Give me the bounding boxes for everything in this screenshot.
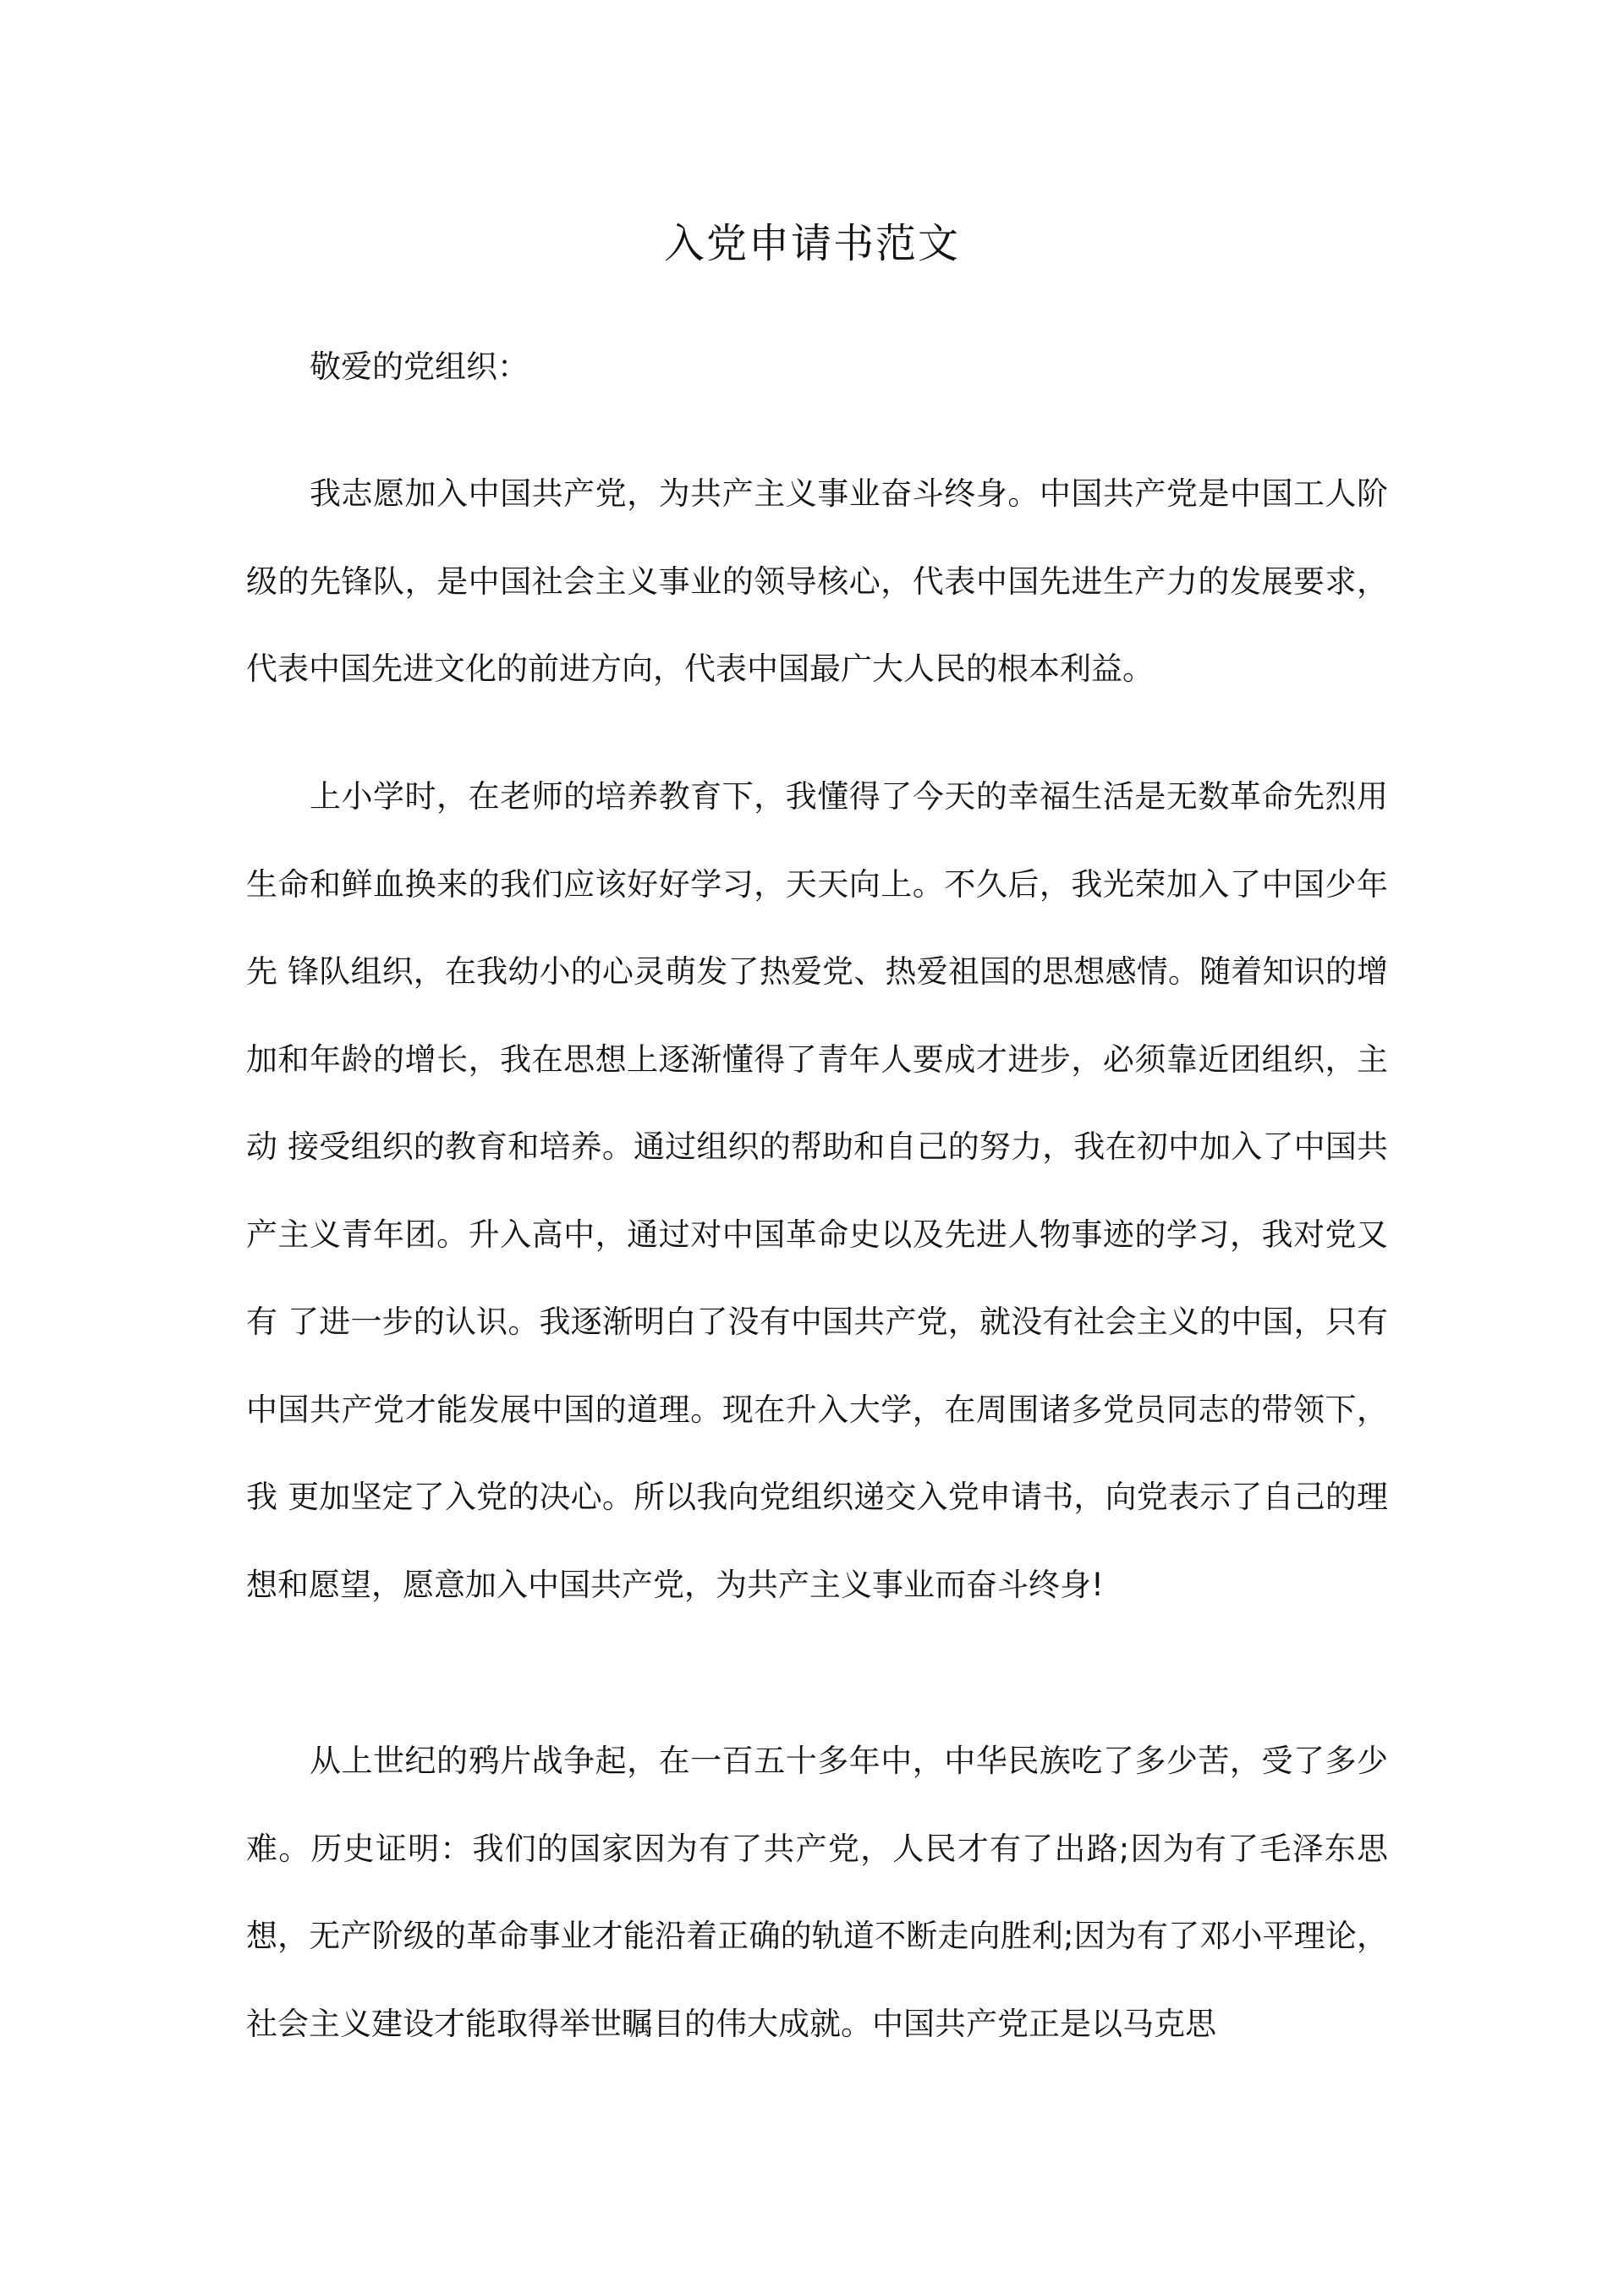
paragraph-3: 从上世纪的鸦片战争起，在一百五十多年中，中华民族吃了多少苦，受了多少难。历史证明：我们的国家因为有了共产党，人民才有了出路;因为有了毛泽东思 想，无产阶级的革命事业才能沿着正确的轨道不断走向胜利;因为有了邓小平理论，社会主义建设才能取得举世瞩目的伟大成就。中国共产党正是以马克思 bbox=[246, 1743, 1388, 2042]
paragraph-2: 上小学时，在老师的培养教育下，我懂得了今天的幸福生活是无数革命先烈用生命和鲜血换来的我们应该好好学习，天天向上。不久后，我光荣加入了中国少年先 锋队组织，在我幼小的心灵萌发了热爱党、热爱祖国的思想感情。随着知识的增加和年龄的增长，我在思想上逐渐懂得了青年人要成才进步，必须靠近团组织，主动 接受组织的教育和培养。通过组织的帮助和自己的努力，我在初中加入了中国共产主义青年团。升入高中，通过对中国革命史以及先进人物事迹的学习，我对党又有 了进一步的认识。我逐渐明白了没有中国共产党，就没有社会主义的中国，只有中国共产党才能发展中国的道理。现在升入大学，在周围诸多党员同志的带领下，我 更加坚定了入党的决心。所以我向党组织递交入党申请书，向党表示了自己的理想和愿望，愿意加入中国共产党，为共产主义事业而奋斗终身! bbox=[246, 778, 1388, 1603]
paragraph-1: 我志愿加入中国共产党，为共产主义事业奋斗终身。中国共产党是中国工人阶级的先锋队，是中国社会主义事业的领导核心，代表中国先进生产力的发展要求，代表中国先进文化的前进方向，代表中国最广大人民的根本利益。 bbox=[246, 475, 1388, 687]
salutation: 敬爱的党组织： bbox=[310, 349, 529, 385]
document-title: 入党申请书范文 bbox=[663, 220, 960, 267]
